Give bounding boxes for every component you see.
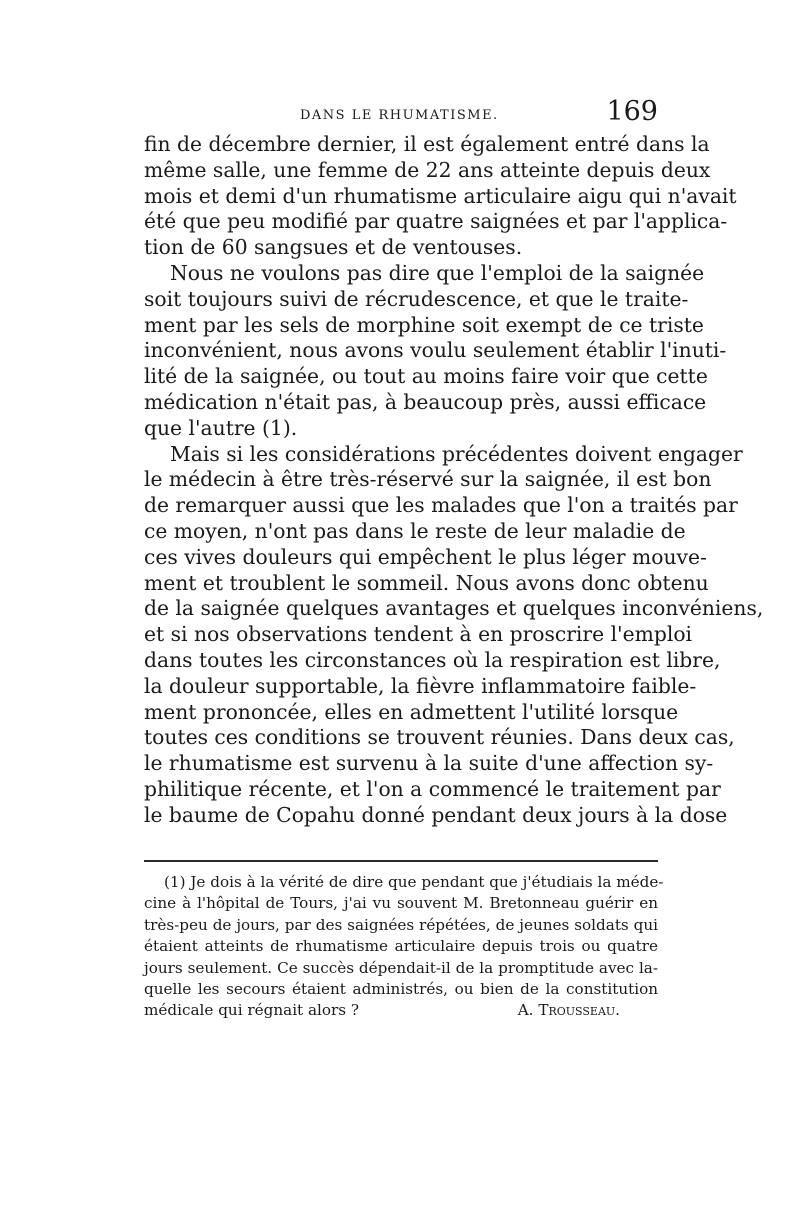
footnote-divider bbox=[144, 860, 658, 862]
running-title: DANS LE RHUMATISME. bbox=[300, 108, 499, 123]
text-line: ment et troublent le sommeil. Nous avons donc obtenu bbox=[144, 570, 709, 595]
text-line: ment par les sels de morphine soit exempt de ce triste bbox=[144, 312, 704, 337]
text-line: médication n'était pas, à beaucoup près, aussi efficace bbox=[144, 389, 707, 414]
text-line: le rhumatisme est survenu à la suite d'une affection sy- bbox=[144, 751, 714, 776]
footnote-line: (1) Je dois à la vérité de dire que pendant que j'étudiais la méde- bbox=[164, 873, 664, 891]
text-line: inconvénient, nous avons voulu seulement établir l'inuti- bbox=[144, 338, 727, 363]
text-line: ce moyen, n'ont pas dans le reste de leur maladie de bbox=[144, 518, 686, 543]
footnote-signature-line bbox=[144, 1000, 658, 1021]
text-line: la douleur supportable, la fièvre inflammatoire faible- bbox=[144, 673, 697, 698]
page-header bbox=[144, 96, 658, 136]
text-line: que l'autre (1). bbox=[144, 415, 298, 440]
text-line: même salle, une femme de 22 ans atteinte depuis deux bbox=[144, 157, 711, 182]
text-line: de remarquer aussi que les malades que l'on a traités par bbox=[144, 493, 738, 518]
text-line: de la saignée quelques avantages et quelques inconvéniens, bbox=[144, 596, 764, 621]
text-line: lité de la saignée, ou tout au moins faire voir que cette bbox=[144, 364, 708, 389]
footnote-last-line: médicale qui régnait alors ? bbox=[144, 1001, 360, 1020]
text-line: dans toutes les circonstances où la respiration est libre, bbox=[144, 647, 721, 672]
text-line: tion de 60 sangsues et de ventouses. bbox=[144, 235, 523, 260]
text-line: le baume de Copahu donné pendant deux jours à la dose bbox=[144, 802, 728, 827]
footnote-author: A. Trousseau. bbox=[517, 1001, 620, 1020]
footnote-line: jours seulement. Ce succès dépendait-il de la promptitude avec la- bbox=[144, 958, 658, 977]
footnote bbox=[144, 872, 664, 1022]
footnote-line: quelle les secours étaient administrés, ou bien de la constitution bbox=[144, 979, 658, 998]
main-text bbox=[144, 132, 764, 829]
text-line: philitique récente, et l'on a commencé le traitement par bbox=[144, 776, 721, 801]
footnote-line: cine à l'hôpital de Tours, j'ai vu souvent M. Bretonneau guérir en bbox=[144, 894, 658, 913]
text-line: le médecin à être très-réservé sur la saignée, il est bon bbox=[144, 467, 712, 492]
footnote-line: étaient atteints de rhumatisme articulaire depuis trois ou quatre bbox=[144, 937, 658, 956]
page-number: 169 bbox=[606, 96, 658, 127]
text-line: Nous ne voulons pas dire que l'emploi de la saignée bbox=[170, 260, 705, 285]
text-line: et si nos observations tendent à en proscrire l'emploi bbox=[144, 622, 693, 647]
text-line: fin de décembre dernier, il est également entré dans la bbox=[144, 132, 710, 156]
text-line: soit toujours suivi de récrudescence, et que le traite- bbox=[144, 286, 689, 311]
text-line: mois et demi d'un rhumatisme articulaire aigu qui n'avait bbox=[144, 183, 737, 208]
text-line: ces vives douleurs qui empêchent le plus léger mouve- bbox=[144, 544, 707, 569]
text-line: Mais si les considérations précédentes doivent engager bbox=[170, 441, 743, 466]
text-line: été que peu modifié par quatre saignées et par l'applica- bbox=[144, 209, 728, 234]
text-line: ment prononcée, elles en admettent l'utilité lorsque bbox=[144, 699, 679, 724]
footnote-line: très-peu de jours, par des saignées répétées, de jeunes soldats qui bbox=[144, 915, 658, 934]
text-line: toutes ces conditions se trouvent réunies. Dans deux cas, bbox=[144, 725, 735, 750]
